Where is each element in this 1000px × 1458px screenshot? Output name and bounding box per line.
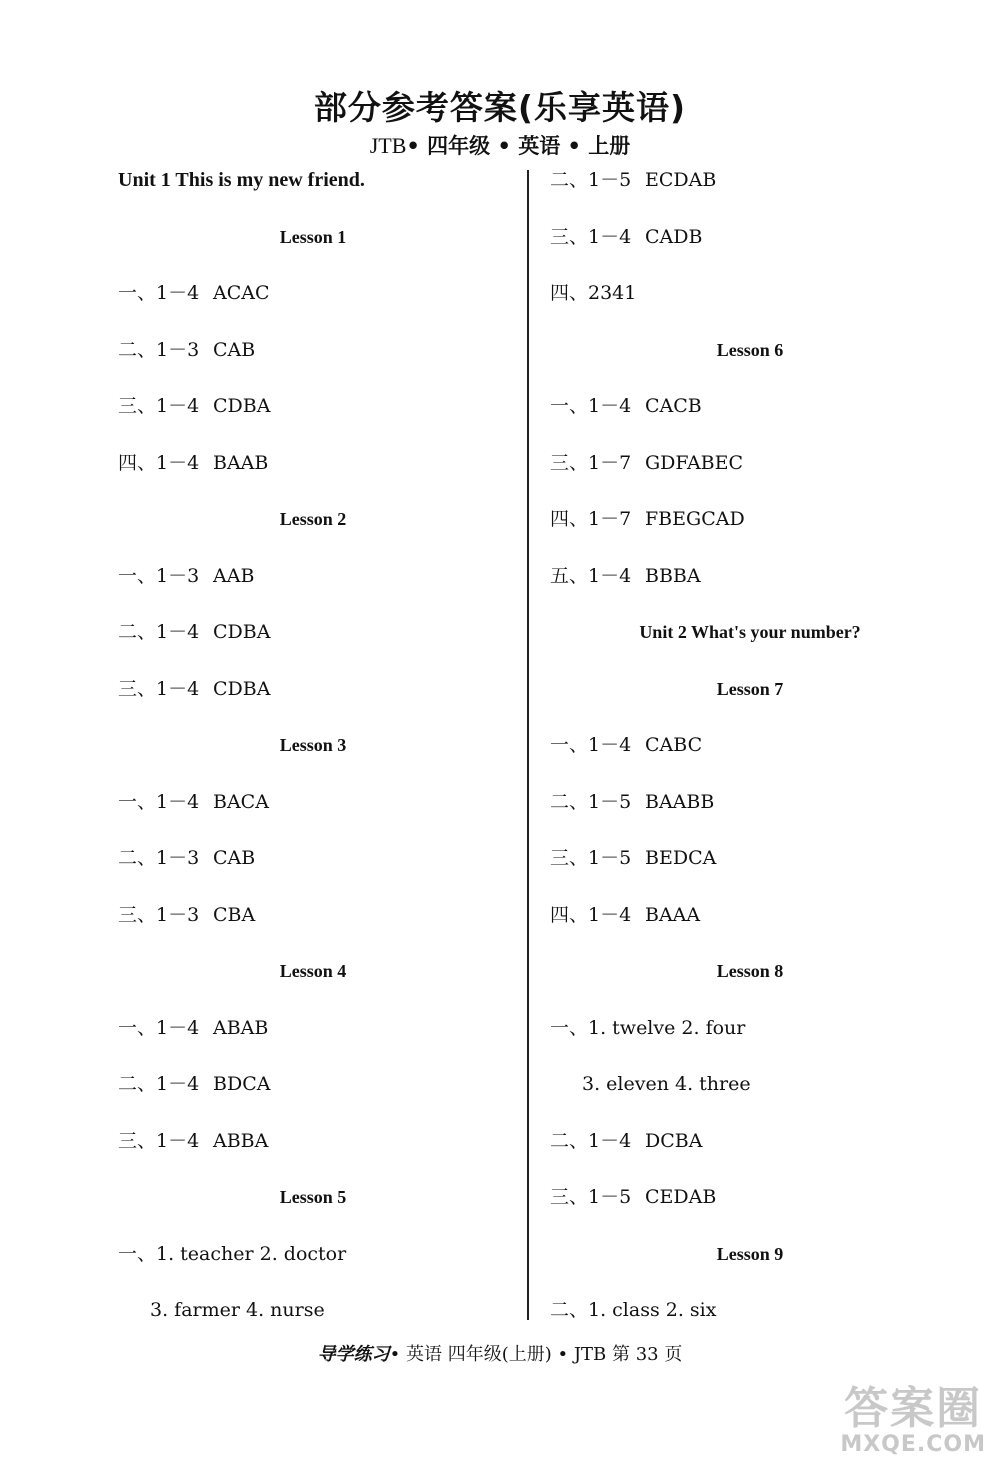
answer-row [118,612,508,669]
page-footer [0,1340,1000,1366]
answer-row [550,782,950,839]
section-heading: Lesson 7 [716,678,784,699]
answer-label: 三、1－4 [118,677,200,700]
answer-label: 二、1－5 [550,790,632,813]
answer-text: 一、1. twelve 2. four [550,1016,746,1039]
answer-row [550,499,950,556]
right-column [550,160,950,1347]
answer-row [550,1177,950,1234]
answer-value: CEDAB [645,1186,717,1208]
subtitle-code: JTB [369,133,407,158]
answer-row [118,838,508,895]
answer-row [550,443,950,500]
answer-label: 一、1－4 [550,395,632,417]
answer-label: 一、1－4 [550,734,632,756]
answer-row [118,1064,508,1121]
answer-label: 四、1－4 [118,451,200,474]
column-divider [527,170,529,1320]
page-title: 部分参考答案(乐享英语) [313,88,687,127]
answer-row [550,556,950,613]
answer-value: CADB [645,225,703,248]
answer-text: 一、1. teacher 2. doctor [118,1242,347,1265]
footer-text: • 英语 四年级(上册) • JTB 第 33 页 [389,1344,683,1365]
answer-row [118,330,508,387]
answer-label: 三、1－5 [550,847,632,869]
answer-value: ABAB [213,1016,269,1039]
answer-value: CACB [645,395,702,417]
answer-text: 四、2341 [550,282,637,304]
answer-label: 三、1－4 [550,225,632,248]
answer-label: 五、1－4 [550,564,632,587]
answer-label: 二、1－4 [118,1073,200,1095]
answer-value: DCBA [645,1129,703,1152]
answer-row [118,1121,508,1178]
answer-label: 三、1－4 [118,1129,200,1152]
answer-text: 3. farmer 4. nurse [150,1299,325,1321]
subtitle-text: • 四年级 • 英语 • 上册 [406,134,631,158]
answer-label: 二、1－3 [118,847,200,869]
section-heading: Lesson 1 [279,226,347,247]
answer-label: 二、1－4 [118,621,200,643]
answer-label: 四、1－4 [550,903,632,926]
answer-value: CABC [645,734,703,756]
answer-value: BBBA [645,564,701,587]
answer-value: ECDAB [645,169,717,191]
answer-label: 一、1－4 [118,790,200,813]
answer-label: 三、1－4 [118,395,200,417]
section-heading: Lesson 9 [716,1243,784,1264]
answer-value: BAABB [645,790,715,813]
answer-label: 三、1－5 [550,1186,632,1208]
section-heading: Lesson 6 [716,339,784,360]
answer-row [550,386,950,443]
answer-value: FBEGCAD [645,508,745,530]
answer-row [118,895,508,952]
answer-row [550,895,950,952]
answer-value: CDBA [213,395,271,417]
answer-row [550,160,950,217]
answer-value: ACAC [213,282,270,304]
section-heading: Lesson 2 [279,509,347,529]
answer-value: CDBA [213,677,271,700]
answer-value: CAB [213,847,256,869]
watermark [840,1385,986,1458]
section-heading: Lesson 8 [716,961,784,981]
answer-row [118,273,508,330]
answer-label: 一、1－4 [118,282,200,304]
answer-row [118,443,508,500]
answer-row [118,669,508,726]
unit-heading: Unit 1 This is my new friend. [118,169,365,191]
section-heading: Unit 2 What's your number? [639,622,861,642]
answer-value: GDFABEC [645,451,744,474]
answer-value: BEDCA [645,847,717,869]
watermark-line-1: 答案圈 [844,1383,983,1434]
footer-brand: 导学练习 [317,1344,390,1365]
answer-label: 三、1－7 [550,451,632,474]
answer-label: 三、1－3 [118,903,200,926]
answer-row [550,725,950,782]
left-column [118,160,508,1347]
answer-label: 一、1－4 [118,1016,200,1039]
answer-label: 二、1－3 [118,338,200,361]
section-heading: Lesson 3 [279,735,347,755]
answer-row [550,217,950,274]
answer-row [550,838,950,895]
answer-row [550,1121,950,1178]
answer-value: BACA [213,790,269,813]
watermark-line-2: MXQE.COM [840,1432,986,1458]
answer-value: BAAA [645,903,701,926]
answer-text: 3. eleven 4. three [582,1073,751,1095]
answer-value: CBA [213,903,256,926]
answer-label: 一、1－3 [118,564,200,587]
answer-value: AAB [213,564,255,587]
answer-row [118,386,508,443]
answer-row [118,782,508,839]
section-heading: Lesson 5 [279,1187,347,1207]
answer-row [118,556,508,613]
answer-text: 二、1. class 2. six [550,1299,717,1321]
answer-label: 四、1－7 [550,508,632,530]
answer-row [118,1008,508,1065]
answer-label: 二、1－4 [550,1129,632,1152]
answer-label: 二、1－5 [550,169,632,191]
answer-value: CAB [213,338,256,361]
answer-value: CDBA [213,621,271,643]
page-subtitle [0,130,1000,160]
answer-value: ABBA [213,1129,269,1152]
answer-value: BAAB [213,451,269,474]
answer-value: BDCA [213,1073,271,1095]
section-heading: Lesson 4 [279,961,347,981]
